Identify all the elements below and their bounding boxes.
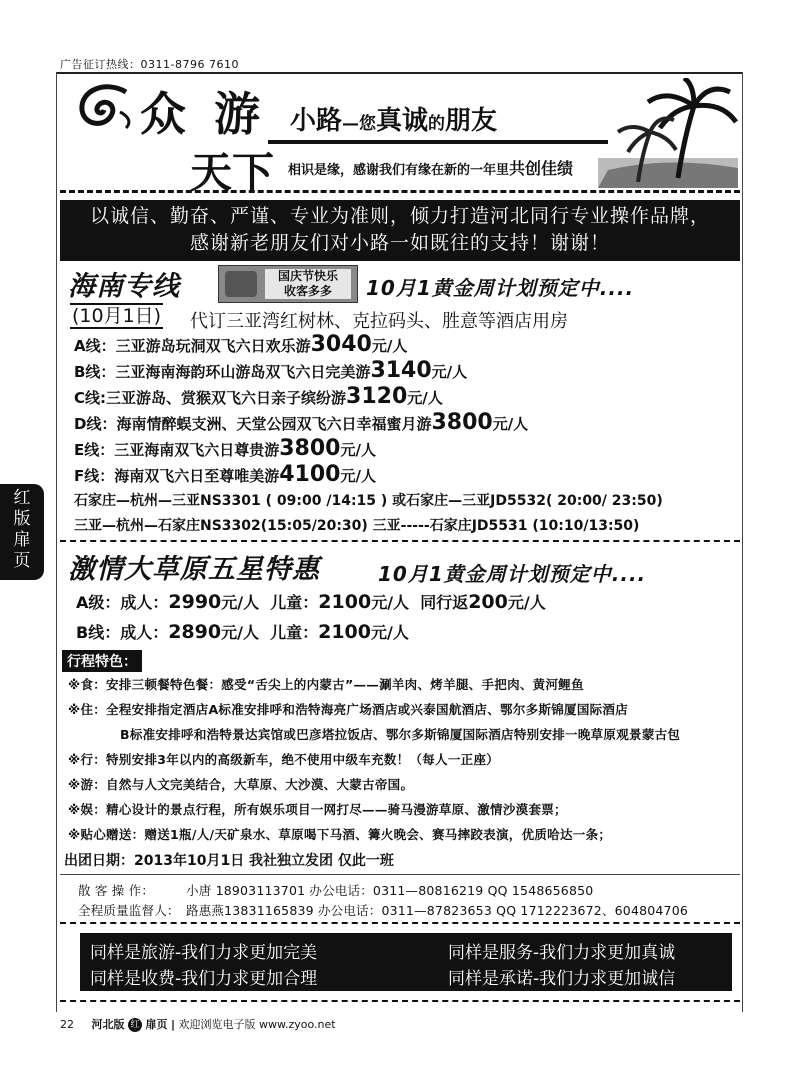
features-title: 行程特色： [62, 650, 142, 672]
red-badge-icon: 红 [128, 1018, 142, 1032]
slogan-bar [268, 140, 608, 144]
tour-line: C线:三亚游岛、赏猴双飞六日亲子缤纷游3120元/人 [74, 384, 443, 409]
tour-line: E线：三亚海南双飞六日尊贵游3800元/人 [74, 436, 376, 461]
tagline: 相识是缘，感谢我们有缘在新的一年里共创佳绩 [288, 159, 574, 178]
flight-info: 三亚—杭州—石家庄NS3302(15:05/20:30) 三亚-----石家庄JD5531 (10:10/13:50) [74, 518, 640, 534]
feature-item: ※食：安排三顿餐特色餐：感受“舌尖上的内蒙古”——涮羊肉、烤羊腿、手把肉、黄河鲤鱼 [68, 677, 584, 692]
contact-row: 散 客 操 作： 小唐 18903113701 办公电话：0311—80816219 QQ 1548656850 [78, 883, 594, 898]
slogan: 小路—您真诚的朋友 [290, 106, 498, 136]
dash-divider [60, 1000, 740, 1002]
feature-item: ※娱：精心设计的景点行程，所有娱乐项目一网打尽——骑马漫游草原、激情沙漠套票； [68, 802, 567, 817]
dash-divider [60, 922, 740, 924]
promo-text: 国庆节快乐 收客多多 [265, 269, 351, 299]
mission-banner [60, 200, 740, 261]
gift-icon [225, 271, 257, 297]
departure-date: 出团日期：2013年10月1日 我社独立发团 仅此一班 [64, 853, 394, 869]
ad-hotline: 广告征订热线：0311-8796 7610 [60, 58, 239, 71]
hainan-title: 海南专线 [68, 271, 180, 302]
website-link[interactable]: 欢迎浏览电子版 www.zyoo.net [178, 1018, 336, 1031]
brand-logo: 众 游 [140, 87, 267, 141]
tour-line: A线：三亚游岛玩洞双飞六日欢乐游3040元/人 [74, 332, 408, 357]
page-footer [60, 1016, 336, 1032]
promise-item: 同样是旅游-我们力求更加完美 [90, 943, 318, 963]
grassland-title: 激情大草原五星特惠 [68, 554, 320, 585]
grassland-plan: 10月1黄金周计划预定中.... [378, 562, 647, 586]
hainan-plan: 10月1黄金周计划预定中.... [366, 276, 635, 300]
contact-row: 全程质量监督人： 路惠燕13831165839 办公电话：0311—87823653 QQ 1712223672、604804706 [78, 903, 689, 918]
feature-gift: ※贴心赠送：赠送1瓶/人/天矿泉水、草原喝下马酒、篝火晚会、赛马摔跤表演，优质哈达一条； [68, 827, 612, 842]
feature-item: ※住：全程安排指定酒店A标准安排呼和浩特海亮广场酒店或兴泰国航酒店、鄂尔多斯锦厦国际酒店 [68, 702, 629, 717]
promise-item: 同样是收费-我们力求更加合理 [90, 969, 318, 989]
swirl-logo-icon [76, 82, 136, 132]
feature-item: ※游：自然与人文完美结合，大草原、大沙漠、大蒙古帝国。 [68, 777, 414, 792]
hotel-info: 代订三亚湾红树林、克拉码头、胜意等酒店用房 [190, 311, 568, 332]
tour-line: D线：海南情醉蜈支洲、天堂公园双飞六日幸福蜜月游3800元/人 [74, 410, 529, 435]
dash-divider [60, 540, 740, 542]
mission-line: 以诚信、勤奋、严谨、专业为准则，倾力打造河北同行专业操作品牌， [89, 205, 710, 227]
feature-item: B标准安排呼和浩特景达宾馆或巴彦塔拉饭店、鄂尔多斯锦厦国际酒店特别安排一晚草原观景蒙古包 [120, 727, 681, 742]
page-number: 22 [60, 1018, 74, 1031]
palm-trees-icon [598, 78, 738, 188]
right-rule [742, 72, 743, 1012]
grade-row: B线：成人：2890元/人 儿童：2100元/人 [76, 621, 409, 643]
tour-line: F线：海南双飞六日至尊唯美游4100元/人 [74, 462, 376, 487]
tour-line: B线：三亚海南海韵环山游岛双飞六日完美游3140元/人 [74, 358, 468, 383]
feature-item: ※行：特别安排3年以内的高级新车，绝不使用中级车充数！（每人一正座） [68, 752, 500, 767]
top-rule [56, 72, 742, 74]
mission-line: 感谢新老朋友们对小路一如既往的支持！谢谢！ [189, 232, 610, 254]
left-rule [56, 72, 57, 1012]
promise-item: 同样是服务-我们力求更加真诚 [448, 943, 676, 963]
separator: | [170, 1018, 176, 1031]
flight-info: 石家庄—杭州—三亚NS3301 ( 09:00 /14:15 ) 或石家庄—三亚JD5532( 20:00/ 23:50) [74, 493, 663, 509]
section-side-tab: 红 版 扉 页 [0, 484, 44, 580]
promise-item: 同样是承诺-我们力求更加诚信 [448, 969, 676, 989]
brand-tianxia: 天下 [190, 148, 275, 197]
divider [60, 874, 740, 875]
dash-divider [60, 190, 740, 193]
promise-banner [80, 933, 732, 991]
promo-banner [218, 265, 358, 303]
section-label: 扉页 [145, 1018, 168, 1031]
grade-row: A级：成人：2990元/人 儿童：2100元/人 同行返200元/人 [76, 591, 546, 613]
edition-label: 河北版 [91, 1018, 125, 1031]
hainan-date: (10月1日) [72, 305, 162, 327]
